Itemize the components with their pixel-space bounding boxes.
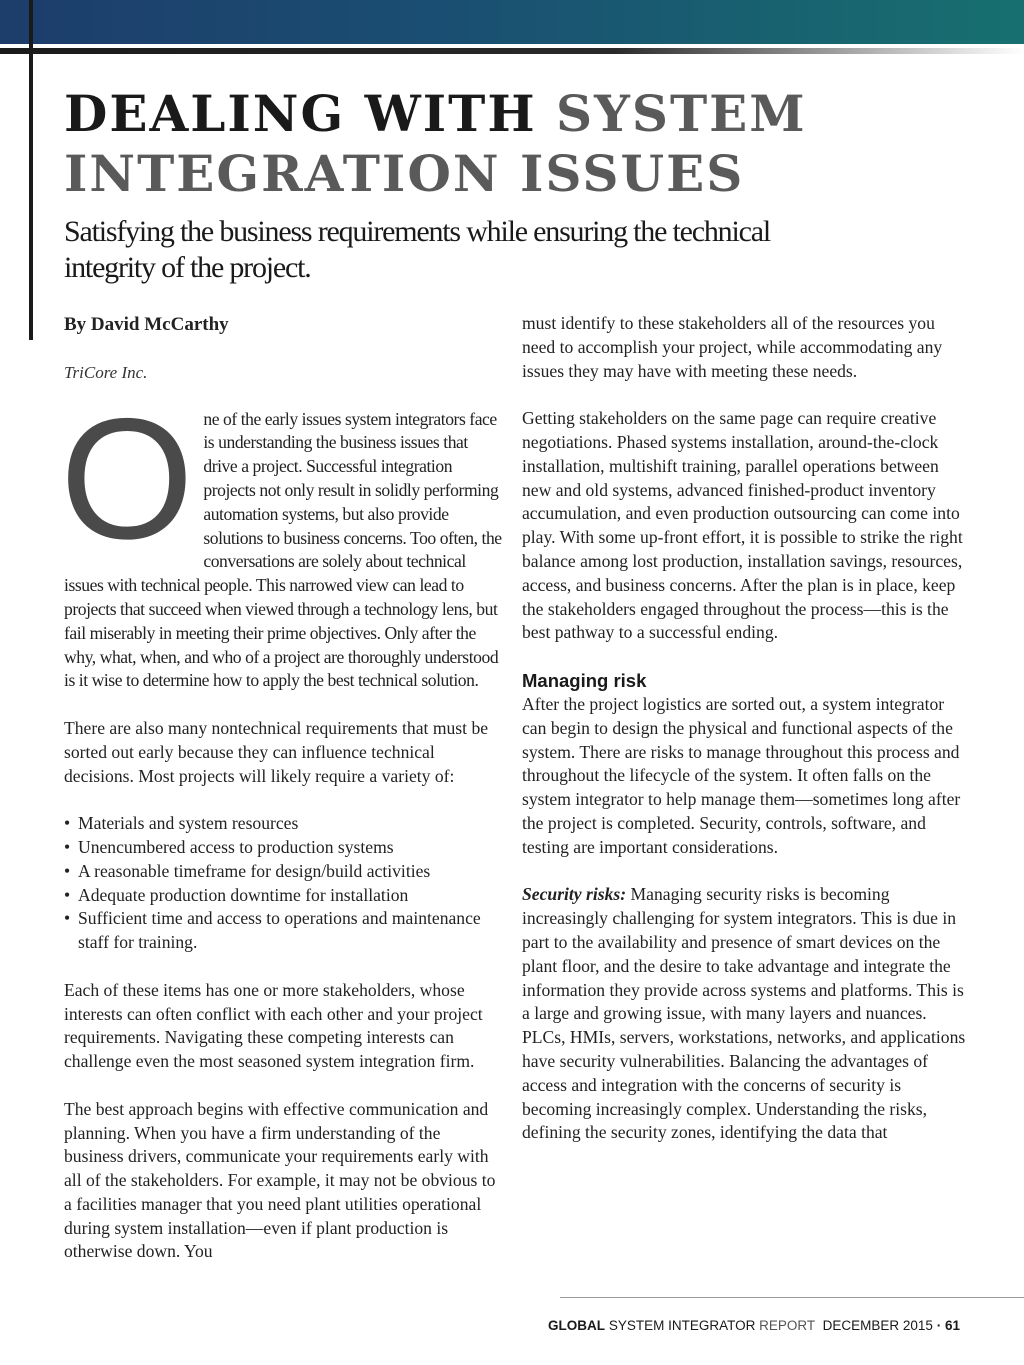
footer-rule <box>560 1297 1024 1298</box>
body-paragraph: There are also many nontechnical requirements that must be sorted out early because they can influence technical decisions. Most projects will likely require a variety of: <box>64 717 489 786</box>
header-color-bar <box>0 0 1024 44</box>
body-paragraph: The best approach begins with effective communication and planning. When you have a firm understanding of the business drivers, communicate your requirements early with all of the stakeholders. For example, it may not be obvious to a facilities manager that you need plant utilities operational during system installation—even if plant production is otherwise down. You <box>64 1098 496 1262</box>
footer-brand-name: SYSTEM INTEGRATOR <box>608 1318 756 1333</box>
intro-text: ne of the early issues system integrators face is understanding the business issues that drive a project. Successful integration projects not only result in solidly performing automation systems, but also provide solutions to business concerns. Too often, the conversations are solely about technical issues with technical people. This narrowed view can lead to projects that succeed when viewed through a technology lens, but fail miserably in meeting their prime objectives. Only after the why, what, when, and who of a project are thoroughly understood is it wise to determine how to apply the best technical solution. <box>64 408 502 691</box>
requirements-list <box>64 812 504 955</box>
section-heading: Managing risk <box>522 669 647 691</box>
article-subtitle: Satisfying the business requirements while ensuring the technical integrity of the project. <box>64 215 770 284</box>
page-number: 61 <box>944 1318 960 1333</box>
body-paragraph <box>522 883 966 1145</box>
article-title <box>64 84 824 204</box>
list-item: • Unencumbered access to production systems <box>64 836 504 860</box>
body-paragraph: After the project logistics are sorted out, a system integrator can begin to design the physical and functional aspects of the system. There are risks to manage throughout this process and throughout the lifecycle of the system. It often falls on the system integrator to help manage them—sometimes long after the project is completed. Security, controls, software, and testing are important considerations. <box>522 693 961 857</box>
right-column <box>522 312 966 1169</box>
body-paragraph: must identify to these stakeholders all of the resources you need to accomplish your project, while accommodating any issues they may have with meeting these needs. <box>522 313 943 381</box>
title-part-dark: DEALING WITH <box>64 84 537 143</box>
footer-separator: · <box>936 1318 942 1333</box>
footer-brand-light: REPORT <box>759 1318 816 1333</box>
title-part-gray: SYSTEM <box>556 84 807 143</box>
title-line-2: INTEGRATION ISSUES <box>64 144 745 203</box>
intro-paragraph <box>60 382 504 694</box>
footer-issue: DECEMBER 2015 <box>822 1318 933 1333</box>
margin-rule <box>29 0 33 340</box>
list-item: • Sufficient time and access to operations and maintenance staff for training. <box>64 907 504 955</box>
body-paragraph: Each of these items has one or more stakeholders, whose interests can often conflict with each other and your project requirements. Navigating these competing interests can challenge even the most seasoned system integration firm. <box>64 979 483 1072</box>
page-footer <box>548 1318 960 1333</box>
header-rule <box>0 48 1024 54</box>
runin-text: Managing security risks is becoming increasingly challenging for system integrators. This is due in part to the availability and presence of smart devices on the plant floor, and the desire to take advantage and integrate the information they provide across systems and platforms. This is a large and growing issue, with many layers and nuances. PLCs, HMIs, servers, workstations, networks, and applications have security vulnerabilities. Balancing the advantages of access and integration with the concerns of security is becoming increasingly complex. Understanding the risks, defining the security zones, identifying the data that <box>522 884 966 1143</box>
list-item: • A reasonable timeframe for design/build activities <box>64 860 504 884</box>
footer-brand-bold: GLOBAL <box>548 1318 606 1333</box>
runin-heading: Security risks: <box>522 884 627 905</box>
list-item: • Adequate production downtime for installation <box>64 884 504 908</box>
author-affiliation: TriCore Inc. <box>64 362 148 382</box>
drop-cap: O <box>60 382 194 575</box>
list-item: • Materials and system resources <box>64 812 504 836</box>
left-column <box>60 312 504 1288</box>
body-paragraph: Getting stakeholders on the same page can require creative negotiations. Phased systems installation, around-the-clock installation, multishift training, parallel operations between new and old systems, advanced finished-product inventory accumulation, and even production outsourcing can come into play. With some up-front effort, it is possible to strike the right balance among lost production, installation savings, resources, access, and business concerns. After the plan is in place, keep the stakeholders engaged throughout the process—this is the best pathway to a successful ending. <box>522 408 963 643</box>
author-byline: By David McCarthy <box>64 314 229 335</box>
